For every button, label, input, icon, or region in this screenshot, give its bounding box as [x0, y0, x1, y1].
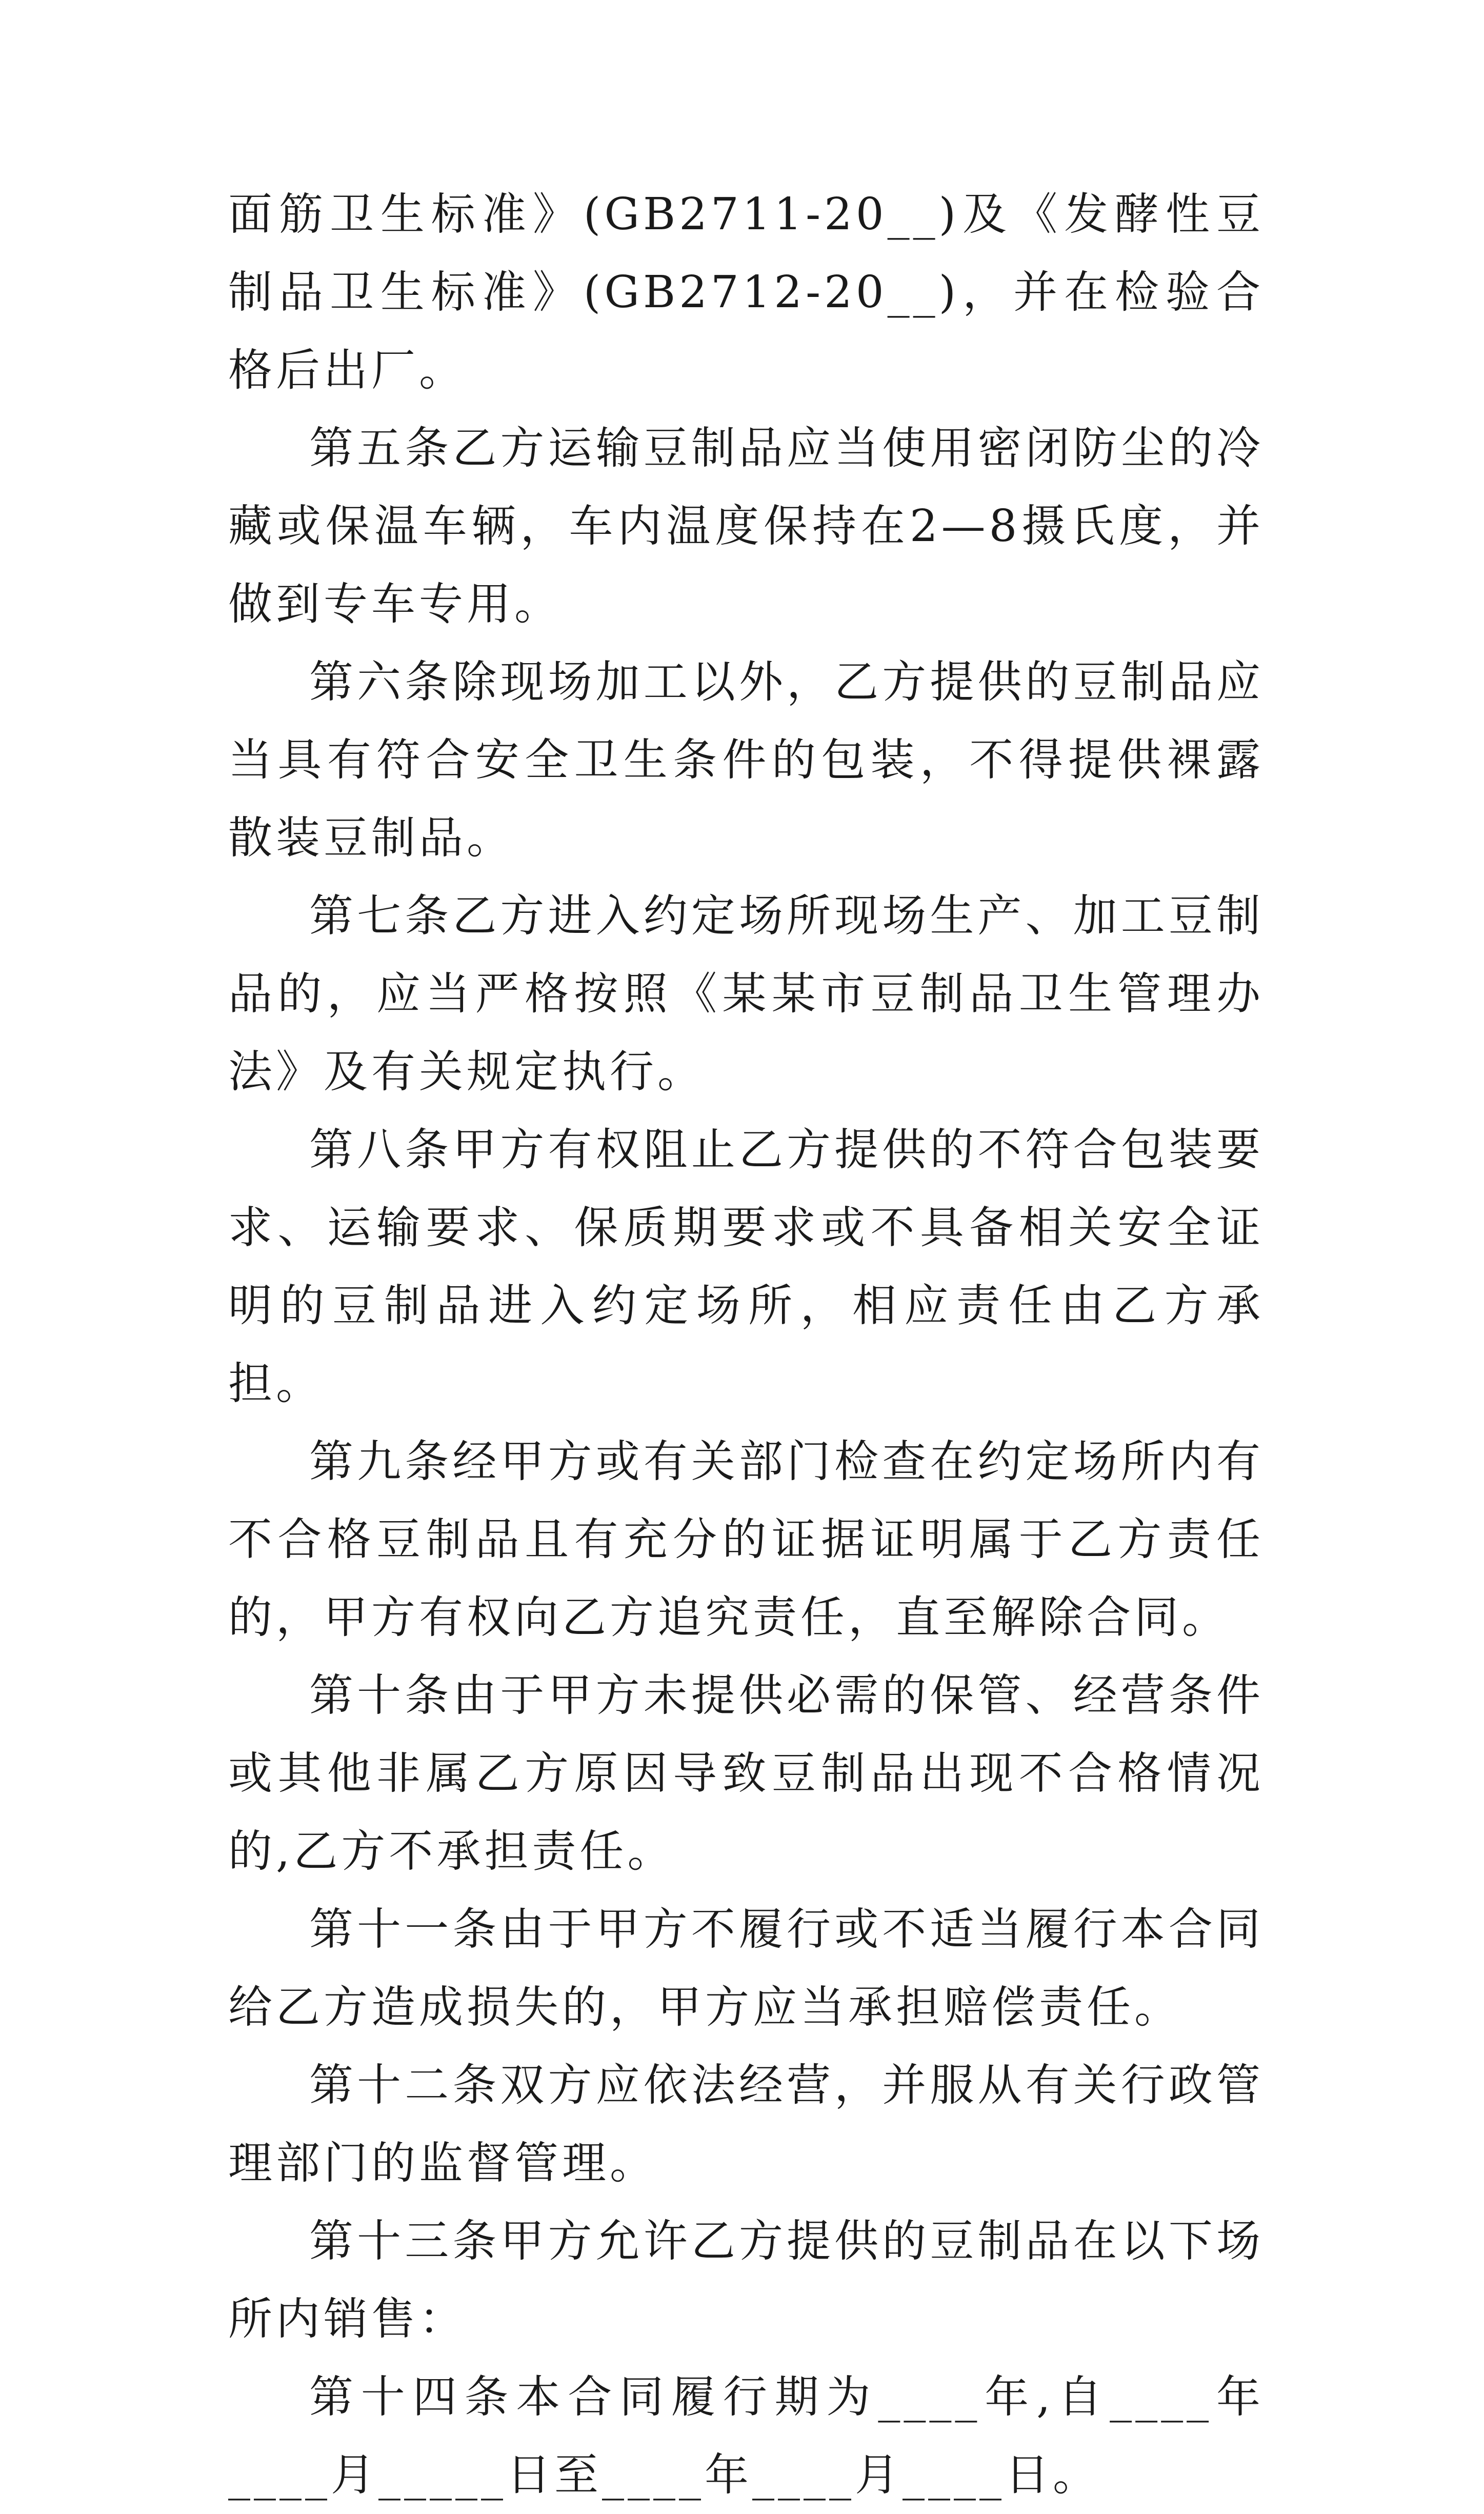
paragraph-article-10: 第十条由于甲方未提供必需的保管、经营条件或其他非属乙方原因导致豆制品出现不合格情况的,乙方不承担责任。 — [228, 1670, 1264, 1877]
contract-body — [228, 175, 1264, 2514]
paragraph-article-7: 第七条乙方进入约定场所现场生产、加工豆制品的，应当严格按照《某某市豆制品卫生管理办法》及有关规定执行。 — [228, 890, 1264, 1098]
paragraph-article-14: 第十四条本合同履行期为____年,自____年____月_____日至____年____月____日。 — [228, 2371, 1264, 2501]
paragraph-standards: 面筋卫生标准》(GB2711-20__)及《发酵性豆制品卫生标准》(GB2712-20__)，并在检验合格后出厂。 — [228, 189, 1264, 396]
paragraph-article-5: 第五条乙方运输豆制品应当使用密闭防尘的冷藏或保温车辆，车内温度保持在2—8摄氏度，并做到专车专用。 — [228, 423, 1264, 630]
paragraph-article-6: 第六条除现场加工以外，乙方提供的豆制品应当具有符合安全卫生条件的包装，不得提供裸露散装豆制品。 — [228, 656, 1264, 864]
paragraph-article-12: 第十二条双方应依法经营，并服从有关行政管理部门的监督管理。 — [228, 2060, 1264, 2189]
paragraph-article-13: 第十三条甲方允许乙方提供的豆制品在以下场所内销售： — [228, 2216, 1264, 2345]
paragraph-article-11: 第十一条由于甲方不履行或不适当履行本合同给乙方造成损失的，甲方应当承担赔偿责任。 — [228, 1904, 1264, 2033]
paragraph-article-9: 第九条经甲方或有关部门检查在约定场所内有不合格豆制品且有充分的证据证明属于乙方责任的，甲方有权向乙方追究责任，直至解除合同。 — [228, 1436, 1264, 1643]
paragraph-article-8: 第八条甲方有权阻止乙方提供的不符合包装要求、运输要求、保质期要求或不具备相关安全证明的豆制品进入约定场所，相应责任由乙方承担。 — [228, 1124, 1264, 1409]
